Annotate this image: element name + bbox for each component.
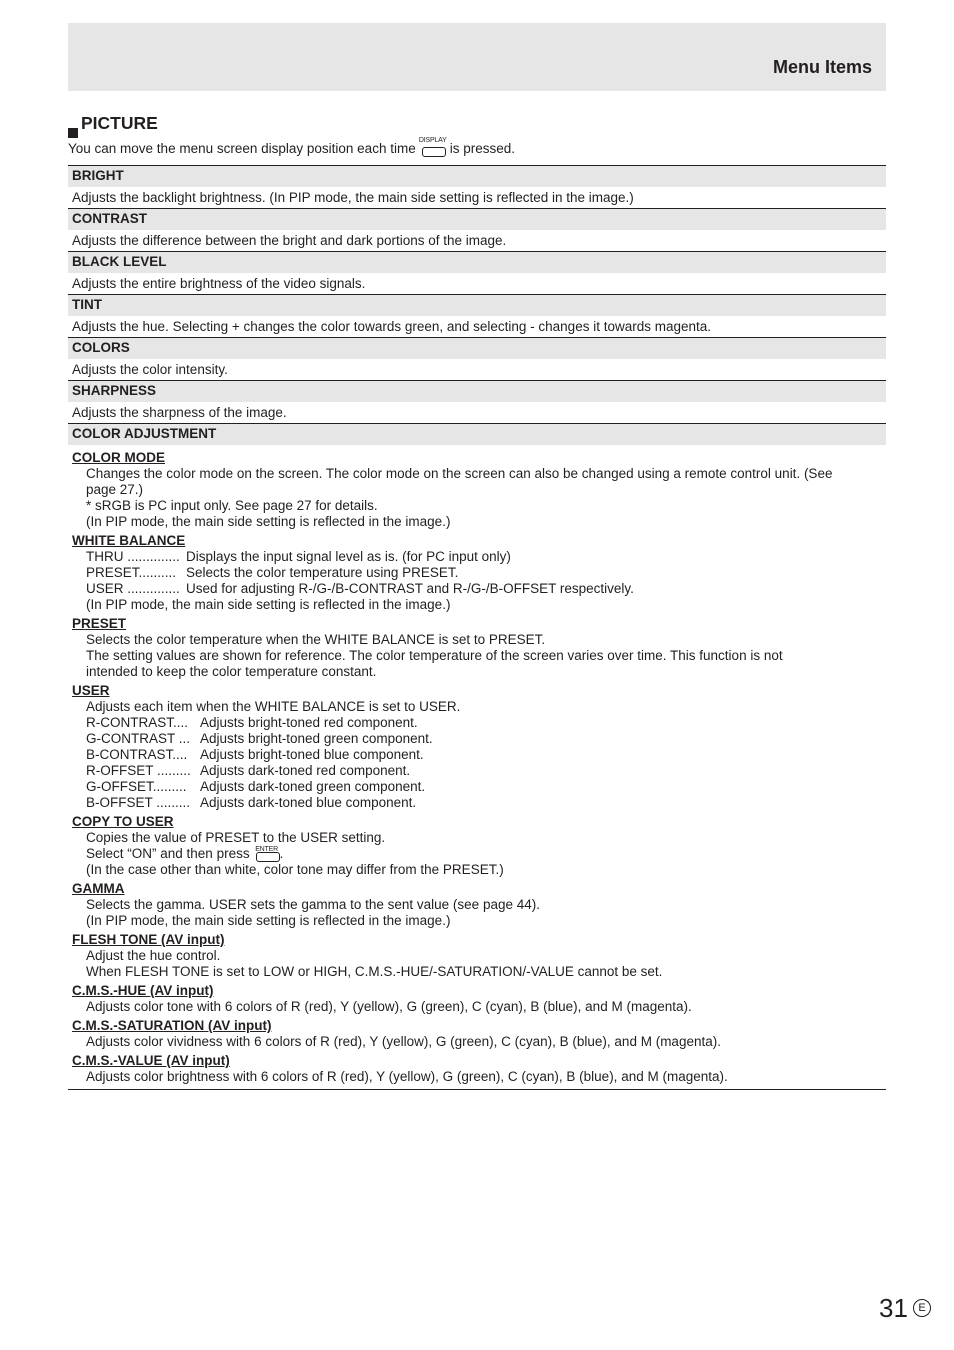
subitem-title-cms-value: C.M.S.-VALUE (AV input) xyxy=(72,1053,230,1068)
option-row xyxy=(86,549,886,565)
intro-text-after: is pressed. xyxy=(449,141,515,156)
text-line: Adjusts each item when the WHITE BALANCE is set to USER. xyxy=(86,699,461,714)
subitem-body-flesh-tone xyxy=(72,948,886,980)
option-value: Adjusts dark-toned blue component. xyxy=(200,795,417,810)
option-key: PRESET.......... xyxy=(86,565,177,580)
header-band xyxy=(68,23,886,91)
item-title-colors: COLORS xyxy=(68,338,886,359)
color-adjustment-body xyxy=(68,450,886,1089)
enter-button-icon xyxy=(254,846,280,861)
text-line: * sRGB is PC input only. See page 27 for details. xyxy=(86,498,378,513)
option-value: Adjusts bright-toned blue component. xyxy=(200,747,424,762)
option-key: G-OFFSET......... xyxy=(86,779,187,794)
item-title-tint: TINT xyxy=(68,295,886,316)
subitem-title-preset: PRESET xyxy=(72,616,127,631)
section-intro xyxy=(68,137,515,156)
text-line: Adjust the hue control. xyxy=(86,948,221,963)
item-desc-sharpness: Adjusts the sharpness of the image. xyxy=(68,402,886,424)
text-line: (In PIP mode, the main side setting is reflected in the image.) xyxy=(86,514,451,529)
subitem-title-copy-to-user: COPY TO USER xyxy=(72,814,174,829)
text-line: Adjusts color vividness with 6 colors of R (red), Y (yellow), G (green), C (cyan), B (blue), and M (magenta). xyxy=(86,1034,721,1049)
button-outline xyxy=(422,147,446,157)
subitem-body-cms-saturation xyxy=(72,1034,886,1050)
item-desc-colors: Adjusts the color intensity. xyxy=(68,359,886,381)
subitem-body-gamma xyxy=(72,897,886,929)
item-desc-tint: Adjusts the hue. Selecting + changes the color towards green, and selecting - changes it towards magenta. xyxy=(68,316,886,338)
option-row xyxy=(86,731,886,747)
text-line: When FLESH TONE is set to LOW or HIGH, C.M.S.-HUE/-SATURATION/-VALUE cannot be set. xyxy=(86,964,663,979)
option-row xyxy=(86,715,886,731)
subitem-title-gamma: GAMMA xyxy=(72,881,125,896)
page-number: 31 xyxy=(879,1293,908,1323)
option-row xyxy=(86,795,886,811)
option-value: Adjusts dark-toned green component. xyxy=(200,779,426,794)
text-line xyxy=(86,846,886,862)
option-row xyxy=(86,763,886,779)
subitem-title-user: USER xyxy=(72,683,110,698)
item-title-color-adjustment: COLOR ADJUSTMENT xyxy=(68,424,886,445)
item-title-black-level: BLACK LEVEL xyxy=(68,252,886,273)
option-value: Adjusts bright-toned red component. xyxy=(200,715,418,730)
subitem-body-preset xyxy=(72,632,886,680)
option-value: Used for adjusting R-/G-/B-CONTRAST and R-/G-/B-OFFSET respectively. xyxy=(186,581,634,596)
section-marker xyxy=(68,128,78,138)
page-language-badge: E xyxy=(913,1299,931,1317)
enter-button-label: ENTER xyxy=(255,846,278,853)
subitem-title-cms-saturation: C.M.S.-SATURATION (AV input) xyxy=(72,1018,272,1033)
option-key: R-CONTRAST.... xyxy=(86,715,189,730)
text-line: Adjusts color brightness with 6 colors of R (red), Y (yellow), G (green), C (cyan), B (blue), and M (magenta). xyxy=(86,1069,728,1084)
option-value: Displays the input signal level as is. (for PC input only) xyxy=(186,549,511,564)
text-line: page 27.) xyxy=(86,482,144,497)
page-header-title: Menu Items xyxy=(772,57,872,77)
text-line: The setting values are shown for reference. The color temperature of the screen varies over time. This function is not xyxy=(86,648,783,663)
option-value: Adjusts bright-toned green component. xyxy=(200,731,433,746)
item-desc-contrast: Adjusts the difference between the bright and dark portions of the image. xyxy=(68,230,886,252)
subitem-title-white-balance: WHITE BALANCE xyxy=(72,533,186,548)
item-title-sharpness: SHARPNESS xyxy=(68,381,886,402)
subitem-title-flesh-tone: FLESH TONE (AV input) xyxy=(72,932,225,947)
subitem-body-color-mode xyxy=(72,466,886,530)
text-line: Selects the color temperature when the WHITE BALANCE is set to PRESET. xyxy=(86,632,546,647)
subitem-body-user xyxy=(72,699,886,811)
section-title-text: PICTURE xyxy=(81,113,158,133)
text-after-enter: . xyxy=(279,846,284,861)
text-line: Selects the gamma. USER sets the gamma to the sent value (see page 44). xyxy=(86,897,540,912)
text-line: Adjusts color tone with 6 colors of R (red), Y (yellow), G (green), C (cyan), B (blue), and M (magenta). xyxy=(86,999,692,1014)
option-key: USER .............. xyxy=(86,581,180,596)
subitem-body-cms-value xyxy=(72,1069,886,1085)
option-key: G-CONTRAST ... xyxy=(86,731,191,746)
display-button-icon xyxy=(418,137,447,156)
subitem-title-color-mode: COLOR MODE xyxy=(72,450,165,465)
subitem-body-cms-hue xyxy=(72,999,886,1015)
item-title-contrast: CONTRAST xyxy=(68,209,886,230)
display-button-label: DISPLAY xyxy=(418,137,447,144)
section-title xyxy=(68,113,158,138)
text-line: (In the case other than white, color tone may differ from the PRESET.) xyxy=(86,862,504,877)
option-value: Selects the color temperature using PRESET. xyxy=(186,565,459,580)
intro-text-before: You can move the menu screen display position each time xyxy=(68,141,416,156)
bottom-padding xyxy=(72,1085,886,1089)
text-line: intended to keep the color temperature constant. xyxy=(86,664,377,679)
text-line: Changes the color mode on the screen. The color mode on the screen can also be changed using a remote control unit. (See xyxy=(86,466,833,481)
text-line: Copies the value of PRESET to the USER setting. xyxy=(86,830,386,845)
subitem-body-copy-to-user xyxy=(72,830,886,878)
option-value: Adjusts dark-toned red component. xyxy=(200,763,411,778)
item-desc-black-level: Adjusts the entire brightness of the video signals. xyxy=(68,273,886,295)
option-key: R-OFFSET ......... xyxy=(86,763,191,778)
item-desc-bright: Adjusts the backlight brightness. (In PIP mode, the main side setting is reflected in the image.) xyxy=(68,187,886,209)
text-before-enter: Select “ON” and then press xyxy=(86,846,250,861)
picture-menu-table xyxy=(68,165,886,1090)
option-key: THRU .............. xyxy=(86,549,180,564)
button-outline xyxy=(256,852,280,862)
text-line: (In PIP mode, the main side setting is reflected in the image.) xyxy=(86,913,451,928)
option-row xyxy=(86,581,886,597)
option-row xyxy=(86,565,886,581)
subitem-title-cms-hue: C.M.S.-HUE (AV input) xyxy=(72,983,214,998)
text-line: (In PIP mode, the main side setting is reflected in the image.) xyxy=(86,597,451,612)
item-title-bright: BRIGHT xyxy=(68,166,886,187)
option-key: B-CONTRAST.... xyxy=(86,747,188,762)
subitem-body-white-balance xyxy=(72,549,886,613)
option-key: B-OFFSET ......... xyxy=(86,795,191,810)
option-row xyxy=(86,747,886,763)
option-row xyxy=(86,779,886,795)
